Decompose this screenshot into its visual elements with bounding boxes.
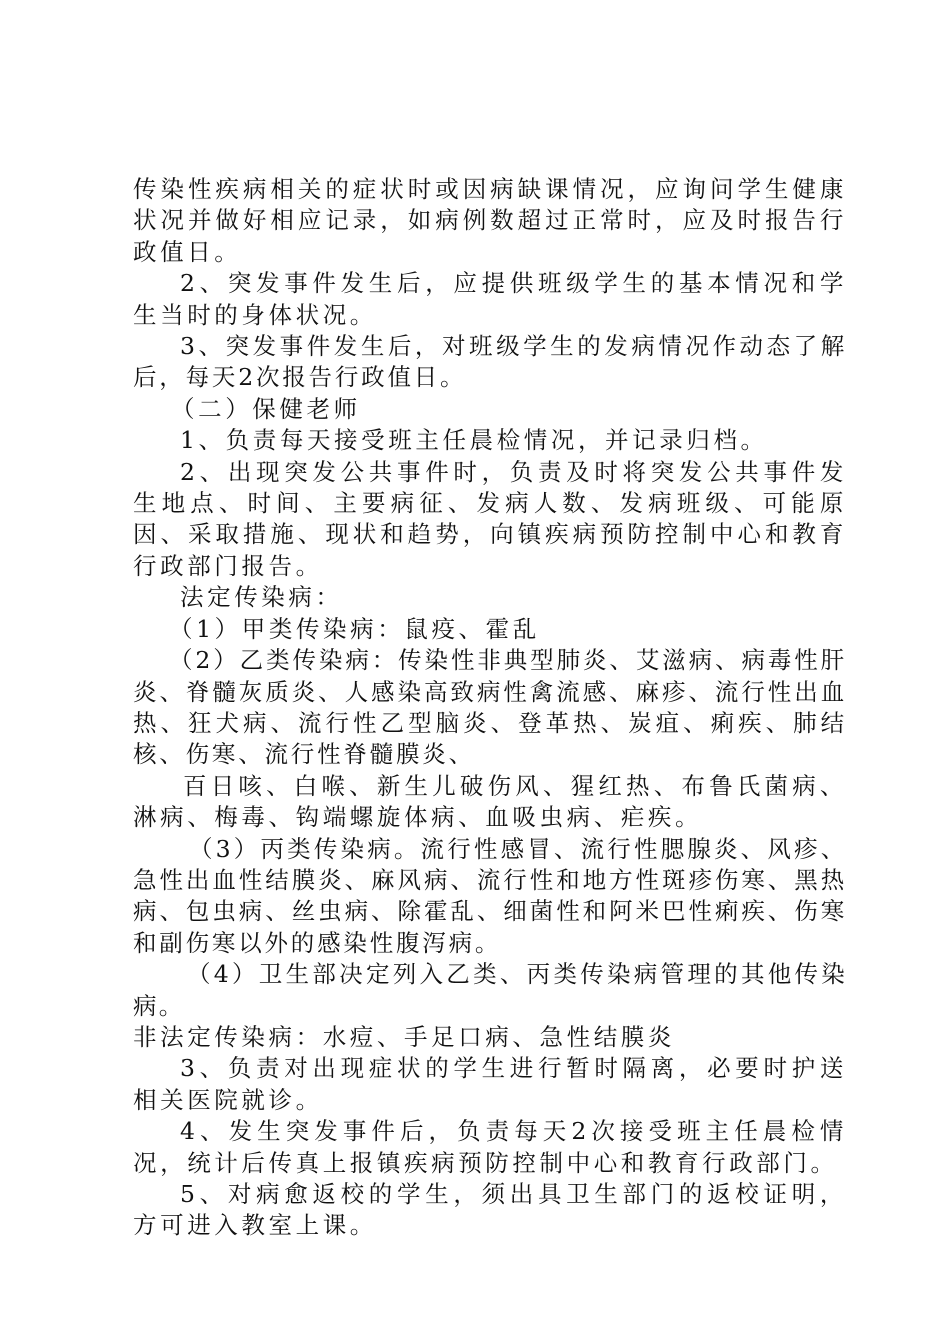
paragraph-continuation: 传染性疾病相关的症状时或因病缺课情况，应询问学生健康状况并做好相应记录，如病例数超过正常时，应及时报告行政值日。	[133, 175, 847, 266]
paragraph-item-3: 3、突发事件发生后，对班级学生的发病情况作动态了解后，每天2次报告行政值日。	[133, 332, 847, 392]
non-statutory-diseases: 非法定传染病：水痘、手足口病、急性结膜炎	[133, 1022, 675, 1051]
class-b-diseases: （2）乙类传染病：传染性非典型肺炎、艾滋病、病毒性肝炎、脊髓灰质炎、人感染高致病性禽流感、麻疹、流行性出血热、狂犬病、流行性乙型脑炎、登革热、炭疽、痢疾、肺结核、伤寒、流行性脊髓膜炎、	[133, 646, 847, 769]
section-heading-health-teacher: （二）保健老师	[171, 394, 361, 423]
class-other-diseases: （4）卫生部决定列入乙类、丙类传染病管理的其他传染病。	[133, 960, 847, 1020]
class-c-diseases: （3）丙类传染病。流行性感冒、流行性腮腺炎、风疹、急性出血性结膜炎、麻风病、流行性和地方性斑疹伤寒、黑热病、包虫病、丝虫病、除霍乱、细菌性和阿米巴性痢疾、伤寒和副伤寒以外的感染性腹泻病。	[133, 834, 847, 957]
class-b-diseases-continued: 百日咳、白喉、新生儿破伤风、猩红热、布鲁氏菌病、淋病、梅毒、钩端螺旋体病、血吸虫病、疟疾。	[133, 771, 847, 832]
class-a-diseases: （1）甲类传染病：鼠疫、霍乱	[169, 614, 540, 643]
paragraph-item-2: 2、突发事件发生后，应提供班级学生的基本情况和学生当时的身体状况。	[133, 269, 847, 329]
paragraph-health-item-1: 1、负责每天接受班主任晨检情况，并记录归档。	[180, 426, 768, 455]
statutory-diseases-heading: 法定传染病：	[180, 583, 343, 612]
paragraph-health-item-3: 3、负责对出现症状的学生进行暂时隔离，必要时护送相关医院就诊。	[133, 1054, 847, 1114]
paragraph-health-item-5: 5、对病愈返校的学生，须出具卫生部门的返校证明，方可进入教室上课。	[133, 1180, 847, 1240]
document-body	[133, 174, 847, 1242]
paragraph-health-item-2: 2、出现突发公共事件时，负责及时将突发公共事件发生地点、时间、主要病征、发病人数、发病班级、可能原因、采取措施、现状和趋势，向镇疾病预防控制中心和教育行政部门报告。	[133, 457, 847, 580]
paragraph-health-item-4: 4、发生突发事件后，负责每天2次接受班主任晨检情况，统计后传真上报镇疾病预防控制中心和教育行政部门。	[133, 1117, 847, 1177]
